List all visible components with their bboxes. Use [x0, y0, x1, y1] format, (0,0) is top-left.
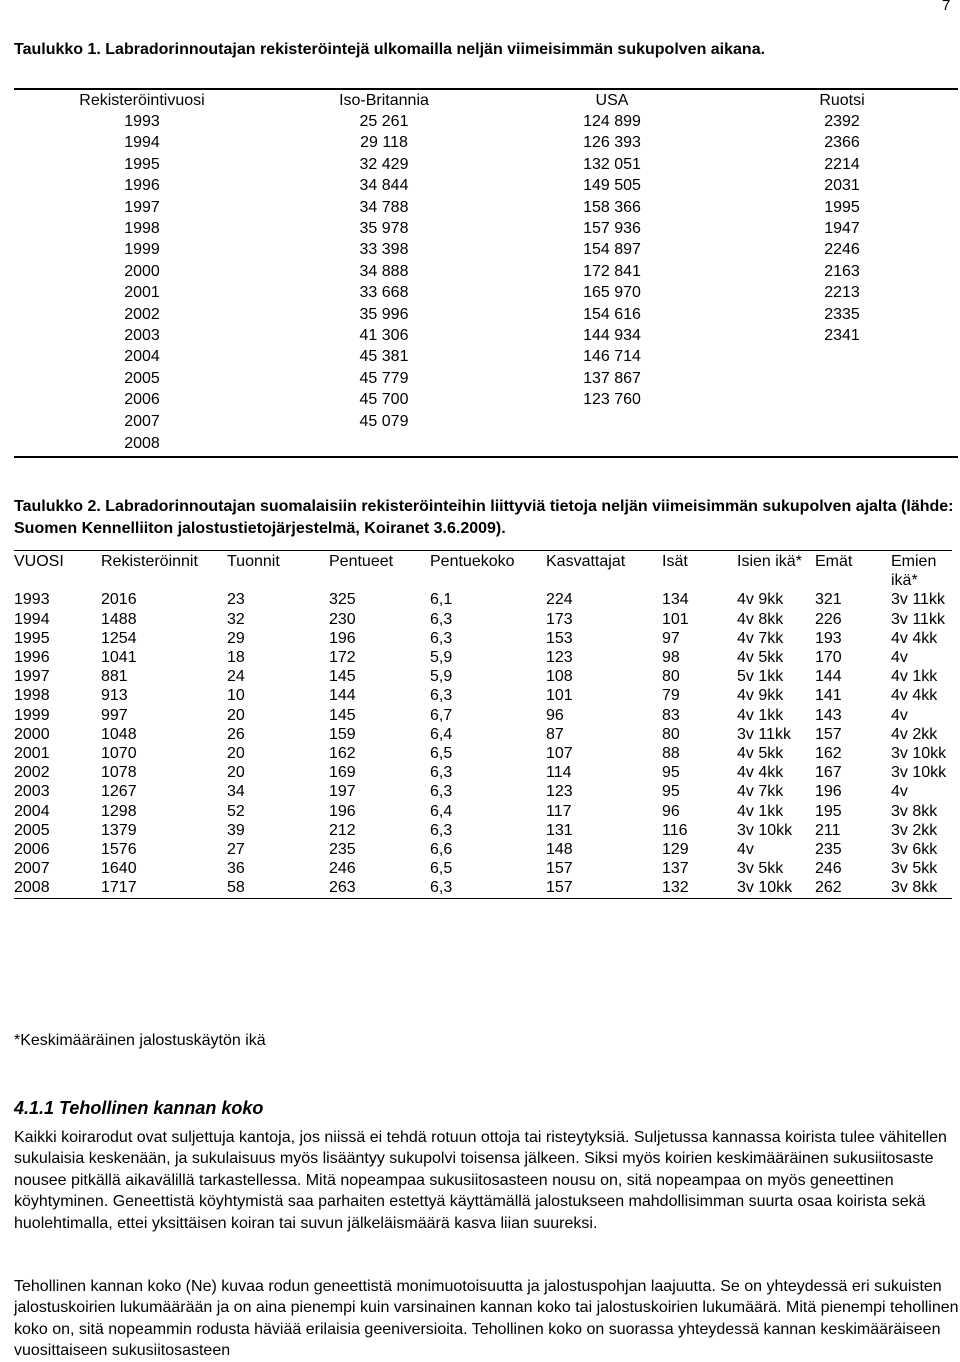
table2-cell: 34	[227, 783, 245, 801]
table2-cell: 6,7	[430, 706, 453, 724]
table1-row	[14, 368, 958, 389]
table2-cell: 172	[329, 649, 356, 667]
table1-cell: 34 888	[359, 262, 409, 280]
table2-cell: 246	[329, 860, 356, 878]
table2-cell: 1999	[14, 706, 50, 724]
table2-cell: 2003	[14, 783, 50, 801]
table2-cell: 157	[546, 878, 662, 898]
table1-cell: 45 079	[359, 412, 409, 430]
table1-header-cell: Iso-Britannia	[270, 89, 498, 111]
table2-cell: 2004	[14, 802, 50, 820]
table2-cell: 195	[815, 802, 842, 820]
table2-cell: 6,3	[430, 764, 453, 782]
table2-cell: 197	[329, 783, 356, 801]
table2-cell: 321	[815, 591, 842, 609]
table2-cell: 6,3	[430, 783, 453, 801]
table1-cell: 157 936	[583, 220, 641, 238]
table2-cell: 145	[329, 706, 356, 724]
table2-cell: 1488	[101, 610, 137, 628]
table1-cell: 1996	[124, 177, 160, 195]
table1-cell: 2366	[824, 134, 860, 152]
table2-cell: 117	[546, 802, 572, 820]
table2-caption: Taulukko 2. Labradorinnoutajan suomalaisiin rekisteröinteihin liittyviä tietoja neljän viimeisimmän sukupolven ajalta (lähde: Suomen Kennelliiton jalostustietojärjestelmä, Koiranet 3.6.2009).	[14, 498, 954, 537]
table2-cell: 1997	[14, 668, 50, 686]
table2-header-cell: Isät	[662, 551, 737, 591]
table2-cell: 173	[546, 610, 573, 628]
table1-cell: 123 760	[583, 391, 641, 409]
table2-cell: 1254	[101, 629, 137, 647]
table1-header-cell: Rekisteröintivuosi	[14, 89, 270, 111]
table2-cell: 107	[546, 745, 573, 763]
table2-cell: 123	[546, 649, 573, 667]
table2-cell: 1041	[101, 649, 137, 667]
table2-cell: 95	[662, 764, 680, 782]
table2-cell: 4v 8kk	[737, 610, 784, 628]
section-heading: 4.1.1 Tehollinen kannan koko	[14, 1098, 264, 1118]
table1-cell: 45 381	[359, 348, 409, 366]
table2-header-row	[14, 551, 952, 591]
table2-cell: 4v 4kk	[891, 629, 938, 647]
table1-row	[14, 239, 958, 260]
table2-header-cell: Rekisteröinnit	[101, 551, 227, 591]
table2-cell: 96	[662, 802, 680, 820]
table1-row	[14, 325, 958, 346]
table2-cell: 3v 8kk	[891, 802, 938, 820]
table2-cell: 148	[546, 841, 573, 859]
table2-cell: 4v	[891, 649, 908, 667]
table2-cell: 3v 11kk	[891, 591, 945, 609]
table2-cell: 4v 9kk	[737, 591, 784, 609]
table1-cell: 2163	[824, 262, 860, 280]
table1-caption: Taulukko 1. Labradorinnoutajan rekisteröintejä ulkomailla neljän viimeisimmän sukupolven aikana.	[14, 41, 766, 58]
table2-cell: 18	[227, 649, 245, 667]
table2-row	[14, 610, 952, 629]
table1-cell: 2001	[124, 284, 160, 302]
table1-cell: 2005	[124, 369, 160, 387]
table1-cell	[726, 432, 958, 457]
table2-header-cell: VUOSI	[14, 551, 101, 591]
table1-cell: 1999	[124, 241, 160, 259]
table2-cell: 3v 10kk	[737, 878, 815, 898]
table1-cell: 41 306	[359, 327, 409, 345]
table2-header-cell: Pentuekoko	[430, 551, 546, 591]
table2-cell: 2006	[14, 841, 50, 859]
table1-cell: 35 996	[359, 305, 409, 323]
table2-cell: 108	[546, 668, 573, 686]
table2-cell: 98	[662, 649, 680, 667]
table2-cell: 2001	[14, 745, 50, 763]
table1-cell: 25 261	[359, 113, 409, 130]
table2-cell: 235	[815, 841, 842, 859]
table1-cell: 2392	[824, 113, 860, 130]
table1-cell: 2213	[824, 284, 860, 302]
table2-cell: 235	[329, 841, 356, 859]
table2-cell: 88	[662, 745, 680, 763]
table2-row	[14, 782, 952, 801]
table2-cell: 1995	[14, 629, 50, 647]
table1-cell: 172 841	[583, 262, 641, 280]
table2-cell: 144	[329, 687, 356, 705]
table2-cell: 29	[227, 629, 245, 647]
table2-header-cell: Kasvattajat	[546, 551, 662, 591]
table2-cell: 6,5	[430, 860, 453, 878]
table1-cell: 45 700	[359, 391, 409, 409]
table2-cell: 101	[662, 610, 689, 628]
table1-row	[14, 175, 958, 196]
table2-cell: 2008	[14, 878, 101, 898]
table2-cell: 4v 1kk	[737, 802, 784, 820]
table2-cell: 1298	[101, 802, 137, 820]
table1-cell	[726, 411, 958, 432]
table1-cell	[726, 346, 958, 367]
table2-row	[14, 802, 952, 821]
table2-cell: 3v 10kk	[891, 745, 947, 763]
table2-cell: 1996	[14, 649, 50, 667]
table2-cell: 4v 7kk	[737, 783, 784, 801]
table2-cell: 913	[101, 687, 128, 705]
table2-cell: 157	[815, 725, 842, 743]
table2-cell: 27	[227, 841, 245, 859]
table1-cell: 33 398	[359, 241, 409, 259]
table2-row	[14, 648, 952, 667]
table2-cell: 6,3	[430, 629, 453, 647]
table1-cell: 2000	[124, 262, 160, 280]
finnish-registrations-table	[14, 550, 952, 899]
table1-cell	[498, 411, 726, 432]
table1-cell: 45 779	[359, 369, 409, 387]
table2-cell: 3v 10kk	[891, 764, 947, 782]
table2-cell: 6,3	[430, 687, 453, 705]
table2-cell: 6,5	[430, 745, 453, 763]
table2-cell: 10	[227, 687, 245, 705]
table1-cell: 34 844	[359, 177, 409, 195]
body-paragraph: Tehollinen kannan koko (Ne) kuvaa rodun geneettistä monimuotoisuutta ja jalostuspohjan laajuutta. Se on yhteydessä eri sukuisten jalostuskoirien lukumäärään ja on aina pienempi kuin varsinainen kannan koko tai jalostuskoirien lukumäärä. Mitä pienempi tehollinen koko on, sitä nopeammin rodusta häviää erilaisia geeniversioita. Tehollinen koko on suorassa yhteydessä kannan keskimääräiseen vuosittaiseen sukusiitosasteen	[14, 1278, 959, 1360]
table2-cell: 193	[815, 629, 842, 647]
table2-cell: 162	[815, 745, 842, 763]
table1-cell: 132 051	[583, 155, 641, 173]
table2-cell: 2000	[14, 725, 50, 743]
table2-row	[14, 725, 952, 744]
table2-cell: 20	[227, 764, 245, 782]
table1-cell: 2007	[124, 412, 160, 430]
table2-cell: 1993	[14, 591, 50, 609]
table2-cell: 169	[329, 764, 356, 782]
table1-header-cell: Ruotsi	[726, 89, 958, 111]
table1-cell: 1994	[124, 134, 160, 152]
table2-row	[14, 706, 952, 725]
table1-cell: 2004	[124, 348, 160, 366]
table1-cell: 29 118	[360, 134, 408, 152]
table1-row	[14, 132, 958, 153]
table2-cell: 1576	[101, 841, 137, 859]
table2-cell: 162	[329, 745, 356, 763]
table2-cell: 114	[546, 764, 572, 782]
table2-cell: 5v 1kk	[737, 668, 784, 686]
table1-cell: 154 616	[583, 305, 641, 323]
table2-row	[14, 629, 952, 648]
table2-cell: 196	[329, 802, 356, 820]
table1-row	[14, 432, 958, 457]
table1-cell: 154 897	[583, 241, 641, 259]
table2-cell: 6,3	[430, 821, 453, 839]
table2-cell: 97	[662, 629, 680, 647]
table1-row	[14, 282, 958, 303]
table2-cell: 153	[546, 629, 573, 647]
table2-cell: 157	[546, 860, 573, 878]
table2-header-cell: Tuonnit	[227, 551, 329, 591]
table1-row	[14, 411, 958, 432]
table2-cell: 132	[662, 878, 737, 898]
table2-row	[14, 744, 952, 763]
table2-cell: 3v 2kk	[891, 821, 938, 839]
table1-row	[14, 261, 958, 282]
table1-cell: 2008	[14, 432, 270, 457]
table2-cell: 4v 1kk	[891, 668, 938, 686]
table1-cell: 158 366	[583, 198, 641, 216]
table2-cell: 5,9	[430, 668, 453, 686]
table2-cell: 4v 5kk	[737, 745, 784, 763]
table2-row	[14, 763, 952, 782]
table1-cell: 124 899	[583, 113, 641, 130]
table2-cell: 3v 10kk	[737, 821, 793, 839]
table2-cell: 137	[662, 860, 689, 878]
table1-header-cell: USA	[498, 89, 726, 111]
table2-cell: 224	[546, 591, 573, 609]
table2-header-cell: Emät	[815, 551, 891, 591]
table1-cell: 1995	[124, 155, 160, 173]
table2-cell: 80	[662, 725, 680, 743]
table2-cell: 230	[329, 610, 356, 628]
table2-cell: 143	[815, 706, 842, 724]
table1-cell: 137 867	[583, 369, 641, 387]
body-paragraph: Kaikki koirarodut ovat suljettuja kantoja, jos niissä ei tehdä rotuun ottoja tai risteytyksiä. Suljetussa kannassa koirista tulee vähitellen sukulaisia keskenään, ja sukulaisuus myös lisääntyy sukupolvi toisensa jälkeen. Siksi myös koirien keskimääräinen sukusiitosaste nousee pitkällä aikavälillä tarkastellessa. Mitä nopeampaa sukusiitosasteen nousu on, sitä nopeampaa on myös geneettinen köyhtyminen. Geneettistä köyhtymistä saa parhaiten estettyä käyttämällä jalostukseen mahdollisimman suurta osaa koirista sekä huolehtimalla, ettei yksittäisen koiran tai suvun jälkeläismäärä kasva liian suureksi.	[14, 1129, 947, 1232]
table2-cell: 1717	[101, 878, 227, 898]
table1-body	[14, 111, 958, 457]
table2-row	[14, 840, 952, 859]
table2-header-cell: Pentueet	[329, 551, 430, 591]
table2-cell: 83	[662, 706, 680, 724]
table2-cell: 80	[662, 668, 680, 686]
table2-cell: 4v	[737, 841, 754, 859]
table1-row	[14, 346, 958, 367]
table2-cell: 24	[227, 668, 245, 686]
table2-cell: 167	[815, 764, 842, 782]
table2-cell: 4v 1kk	[737, 706, 784, 724]
table2-cell: 4v 4kk	[891, 687, 938, 705]
table2-cell: 58	[227, 878, 329, 898]
table2-cell: 36	[227, 860, 245, 878]
table1-cell: 149 505	[583, 177, 641, 195]
table1-cell: 2246	[824, 241, 860, 259]
table2-cell: 134	[662, 591, 689, 609]
table1-cell: 1995	[824, 198, 860, 216]
table2-cell: 23	[227, 591, 245, 609]
table1-cell: 2214	[824, 155, 860, 173]
table2-cell: 4v 7kk	[737, 629, 784, 647]
table1-cell: 144 934	[583, 327, 641, 345]
table1-cell: 126 393	[583, 134, 641, 152]
table2-cell: 1994	[14, 610, 50, 628]
table1-cell: 1993	[124, 113, 160, 130]
table1-cell	[726, 389, 958, 410]
table2-cell: 6,3	[430, 610, 453, 628]
table2-cell: 26	[227, 725, 245, 743]
table2-cell: 881	[101, 668, 128, 686]
table1-cell	[270, 432, 498, 457]
table2-cell: 246	[815, 860, 842, 878]
table2-cell: 1267	[101, 783, 137, 801]
table2-cell: 262	[815, 878, 891, 898]
table2-cell: 1078	[101, 764, 137, 782]
table2-cell: 4v 5kk	[737, 649, 784, 667]
table1-cell: 34 788	[359, 198, 409, 216]
table2-cell: 6,3	[430, 878, 546, 898]
table2-cell: 1998	[14, 687, 50, 705]
table2-cell: 87	[546, 725, 564, 743]
table2-header-cell: Emien ikä*	[891, 551, 952, 591]
table2-cell: 52	[227, 802, 245, 820]
table1-cell: 2002	[124, 305, 160, 323]
table2-cell: 3v 11kk	[891, 610, 945, 628]
table2-cell: 1640	[101, 860, 137, 878]
table2-footnote: *Keskimääräinen jalostuskäytön ikä	[14, 1032, 266, 1049]
table2-cell: 212	[329, 821, 356, 839]
table1-cell: 146 714	[583, 348, 641, 366]
table1-row	[14, 111, 958, 132]
table2-row	[14, 821, 952, 840]
table2-cell: 263	[329, 878, 430, 898]
table2-cell: 95	[662, 783, 680, 801]
table1-cell: 2335	[824, 305, 860, 323]
table2-cell: 4v	[891, 706, 908, 724]
table1-cell: 1997	[124, 198, 160, 216]
table1-row	[14, 304, 958, 325]
table2-cell: 96	[546, 706, 564, 724]
table2-cell: 4v 2kk	[891, 725, 938, 743]
table2-cell: 1379	[101, 821, 137, 839]
table2-cell: 3v 5kk	[891, 860, 938, 878]
table1-header-row	[14, 89, 958, 111]
table2-row	[14, 667, 952, 686]
table2-cell: 32	[227, 610, 245, 628]
table1-cell: 1947	[824, 220, 860, 238]
table2-cell: 997	[101, 706, 128, 724]
table2-cell: 20	[227, 706, 245, 724]
table2-cell: 211	[815, 821, 841, 839]
table2-cell: 141	[815, 687, 842, 705]
registrations-abroad-table	[14, 88, 958, 458]
table2-row	[14, 686, 952, 705]
table2-cell: 131	[546, 821, 573, 839]
table1-cell	[726, 368, 958, 389]
table2-cell: 1070	[101, 745, 137, 763]
table2-cell: 325	[329, 591, 356, 609]
table2-cell: 5,9	[430, 649, 453, 667]
table2-cell: 145	[329, 668, 356, 686]
page-number: 7	[942, 0, 951, 14]
table2-cell: 6,4	[430, 725, 453, 743]
table2-cell: 6,4	[430, 802, 453, 820]
table2-cell: 4v 4kk	[737, 764, 784, 782]
table1-cell: 2031	[824, 177, 860, 195]
table1-row	[14, 197, 958, 218]
table2-cell: 129	[662, 841, 689, 859]
table2-cell: 144	[815, 668, 842, 686]
table2-cell: 79	[662, 687, 680, 705]
table2-cell: 226	[815, 610, 842, 628]
table2-cell: 196	[815, 783, 842, 801]
table2-cell: 3v 5kk	[737, 860, 784, 878]
table2-cell: 196	[329, 629, 356, 647]
table2-cell: 20	[227, 745, 245, 763]
table1-row	[14, 154, 958, 175]
table2-cell: 4v	[891, 783, 908, 801]
table2-cell: 2002	[14, 764, 50, 782]
table1-row	[14, 218, 958, 239]
table2-cell: 6,6	[430, 841, 453, 859]
table1-cell: 2003	[124, 327, 160, 345]
table2-row	[14, 590, 952, 609]
table2-cell: 3v 11kk	[737, 725, 791, 743]
table2-cell: 2007	[14, 860, 50, 878]
table2-cell: 2005	[14, 821, 50, 839]
table2-row	[14, 859, 952, 878]
table1-cell: 165 970	[583, 284, 641, 302]
table2-cell: 2016	[101, 591, 137, 609]
table1-cell: 33 668	[359, 284, 409, 302]
table2-body	[14, 590, 952, 898]
table2-row	[14, 878, 952, 898]
table2-cell: 170	[815, 649, 842, 667]
table2-cell: 159	[329, 725, 356, 743]
table1-cell: 35 978	[359, 220, 409, 238]
table2-cell: 4v 9kk	[737, 687, 784, 705]
table1-cell: 2006	[124, 391, 160, 409]
table2-cell: 101	[546, 687, 573, 705]
table1-cell: 2341	[824, 327, 860, 345]
table1-row	[14, 389, 958, 410]
table2-cell: 116	[662, 821, 688, 839]
table2-cell: 39	[227, 821, 245, 839]
table2-cell: 123	[546, 783, 573, 801]
table2-cell: 3v 8kk	[891, 878, 952, 898]
table2-cell: 3v 6kk	[891, 841, 938, 859]
table2-header-cell: Isien ikä*	[737, 551, 815, 591]
table1-cell: 1998	[124, 220, 160, 238]
table2-cell: 6,1	[430, 591, 453, 609]
table1-cell	[498, 432, 726, 457]
table1-cell: 32 429	[359, 155, 409, 173]
table2-cell: 1048	[101, 725, 137, 743]
